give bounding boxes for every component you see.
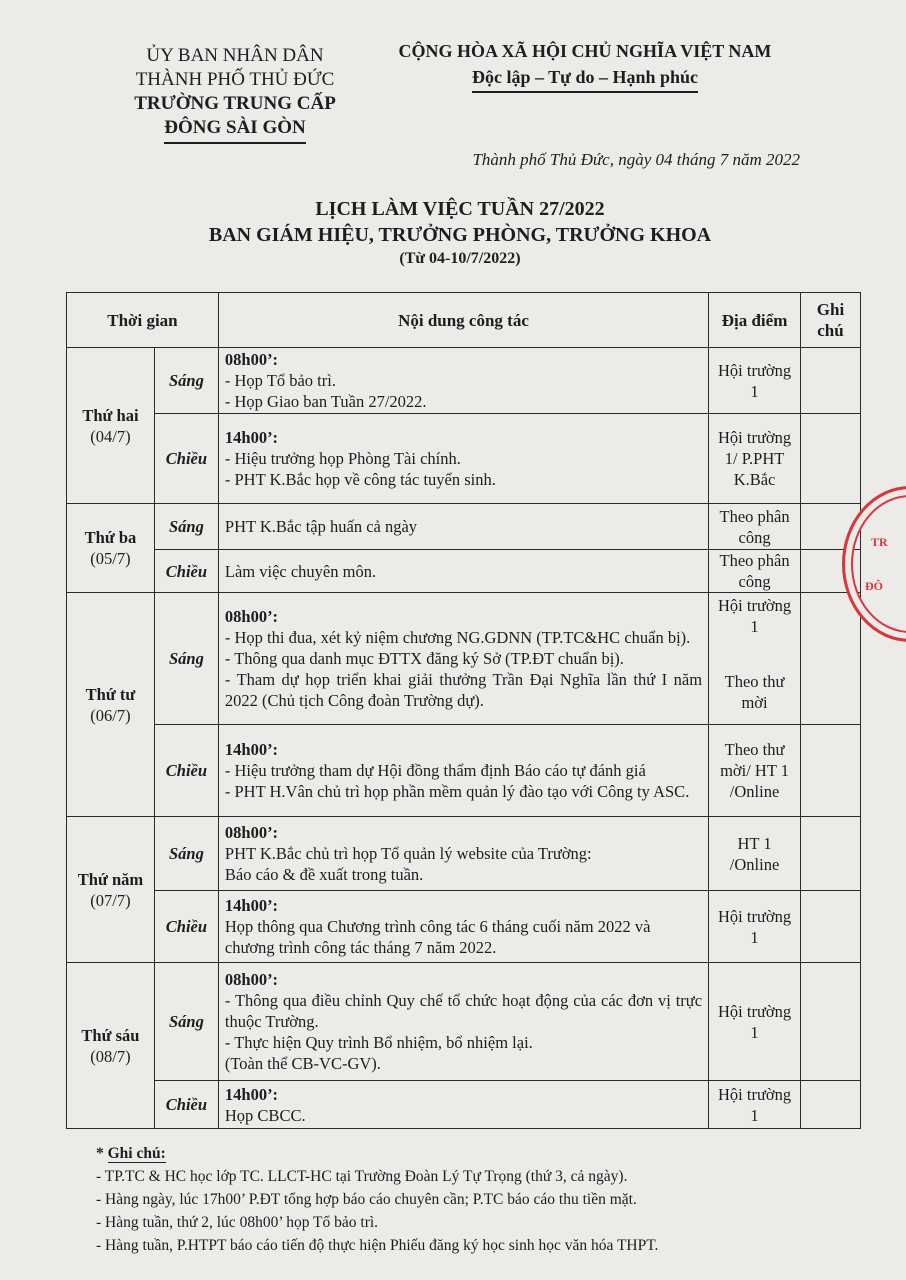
content-line: - Thông qua điều chỉnh Quy chế tổ chức hoạt động của các đơn vị trực thuộc Trường. [224, 991, 703, 1031]
content-line: - PHT H.Vân chủ trì họp phần mềm quản lý đào tạo với Công ty ASC. [224, 782, 690, 801]
session-content [218, 504, 708, 550]
seal-text-2: ĐÔ [865, 579, 883, 593]
header-location: Địa điểm [709, 293, 801, 348]
day-date: (06/7) [90, 705, 131, 725]
table-row [67, 504, 861, 550]
day-cell [67, 963, 155, 1129]
document-title [100, 196, 820, 270]
session-time: 14h00’: [224, 428, 279, 447]
issuer-line-3: TRƯỜNG TRUNG CẤP [134, 93, 336, 114]
location-primary: Hội trường 1 [717, 596, 792, 636]
session-content [218, 963, 708, 1081]
day-date: (08/7) [90, 1046, 131, 1066]
notes-title-text: Ghi chú: [107, 1145, 166, 1162]
content-line: - Thông qua danh mục ĐTTX đăng ký Sở (TP.ĐT chuẩn bị). [224, 649, 624, 668]
note-item: - Hàng tuần, thứ 2, lúc 08h00’ họp Tổ bảo trì. [96, 1214, 379, 1231]
content-line: - Hiệu trưởng họp Phòng Tài chính. [224, 449, 461, 468]
content-line: - Thực hiện Quy trình Bổ nhiệm, bổ nhiệm lại. [224, 1033, 533, 1052]
table-row [67, 414, 861, 504]
note-cell [801, 414, 861, 504]
note-cell [801, 891, 861, 963]
motto-line-1: CỘNG HÒA XÃ HỘI CHỦ NGHĨA VIỆT NAM [398, 41, 772, 61]
day-cell [67, 817, 155, 963]
issuer-line-1: ỦY BAN NHÂN DÂN [146, 45, 324, 66]
content-line: - Hiệu trưởng tham dự Hội đồng thẩm định Báo cáo tự đánh giá [224, 761, 646, 780]
session-label: Chiều [154, 550, 218, 593]
table-row [67, 891, 861, 963]
table-row [67, 817, 861, 891]
note-cell [801, 348, 861, 414]
header-note: Ghi chú [801, 293, 861, 348]
session-location: Hội trường 1 [709, 963, 801, 1081]
note-cell [801, 725, 861, 817]
note-item: - Hàng ngày, lúc 17h00’ P.ĐT tổng hợp báo cáo chuyên cần; P.TC báo cáo thu tiền mặt. [96, 1191, 637, 1208]
session-content [218, 414, 708, 504]
session-time: 14h00’: [224, 740, 279, 759]
session-label: Sáng [154, 504, 218, 550]
day-name: Thứ năm [77, 869, 144, 889]
content-line: - Tham dự họp triển khai giải thưởng Trần Đại Nghĩa lần thứ I năm 2022 (Chủ tịch Công đoàn Trường dự). [224, 670, 703, 710]
motto-line-2: Độc lập – Tự do – Hạnh phúc [472, 64, 698, 93]
session-label: Chiều [154, 725, 218, 817]
day-cell [67, 348, 155, 504]
table-row [67, 593, 861, 725]
session-content [218, 891, 708, 963]
notes-title: * Ghi chú: [96, 1145, 166, 1162]
content-line: Họp CBCC. [224, 1105, 306, 1125]
session-location: Theo thư mời/ HT 1 /Online [709, 725, 801, 817]
table-header-row [67, 293, 861, 348]
session-content [218, 348, 708, 414]
location-secondary: Theo thư mời [724, 672, 785, 712]
session-time: 08h00’: [224, 350, 279, 369]
session-location: Theo phân công [709, 550, 801, 593]
session-label: Sáng [154, 593, 218, 725]
issuer-block [120, 44, 350, 144]
session-label: Chiều [154, 414, 218, 504]
schedule-table [66, 292, 861, 1129]
session-content [218, 725, 708, 817]
note-item: - Hàng tuần, P.HTPT báo cáo tiến độ thực hiện Phiếu đăng ký học sinh học văn hóa THPT. [96, 1237, 659, 1254]
table-row [67, 1081, 861, 1129]
session-label: Chiều [154, 1081, 218, 1129]
session-location: HT 1 /Online [709, 817, 801, 891]
content-line: - Họp Giao ban Tuần 27/2022. [224, 392, 427, 411]
session-time: 08h00’: [224, 823, 279, 842]
session-location: Hội trường 1 [709, 348, 801, 414]
session-location [709, 593, 801, 725]
title-line-3: (Từ 04-10/7/2022) [399, 250, 521, 267]
content-line: Họp thông qua Chương trình công tác 6 tháng cuối năm 2022 và chương trình công tác tháng 7 năm 2022. [224, 917, 651, 957]
issuer-line-2: THÀNH PHỐ THỦ ĐỨC [135, 69, 335, 90]
content-line: - Họp thi đua, xét kỷ niệm chương NG.GDNN (TP.TC&HC chuẩn bị). [224, 628, 691, 647]
content-line: - PHT K.Bắc họp về công tác tuyển sinh. [224, 470, 496, 489]
session-time: 08h00’: [224, 970, 279, 989]
session-location: Hội trường 1/ P.PHT K.Bắc [709, 414, 801, 504]
session-time: 14h00’: [224, 1084, 279, 1104]
title-line-2: BAN GIÁM HIỆU, TRƯỞNG PHÒNG, TRƯỞNG KHOA [208, 224, 712, 246]
day-date: (05/7) [90, 549, 131, 568]
title-line-1: LỊCH LÀM VIỆC TUẦN 27/2022 [315, 198, 605, 220]
note-item: - TP.TC & HC học lớp TC. LLCT-HC tại Trường Đoàn Lý Tự Trọng (thứ 3, cả ngày). [96, 1168, 628, 1185]
note-cell [801, 1081, 861, 1129]
day-name: Thứ ba [84, 528, 137, 547]
seal-text-1: TR [871, 535, 888, 549]
session-location: Hội trường 1 [709, 891, 801, 963]
note-cell [801, 817, 861, 891]
date-line: Thành phố Thủ Đức, ngày 04 tháng 7 năm 2022 [472, 150, 800, 169]
notes-section [96, 1142, 856, 1257]
note-cell [801, 593, 861, 725]
session-content [218, 593, 708, 725]
session-content [218, 1081, 708, 1129]
day-name: Thứ hai [82, 405, 139, 425]
session-content [218, 817, 708, 891]
session-content [218, 550, 708, 593]
session-location: Theo phân công [709, 504, 801, 550]
day-date: (07/7) [90, 890, 131, 910]
content-line: Làm việc chuyên môn. [224, 561, 377, 581]
table-row [67, 725, 861, 817]
table-row [67, 963, 861, 1081]
session-time: 14h00’: [224, 896, 279, 915]
content-line: PHT K.Bắc tập huấn cả ngày [224, 517, 418, 536]
day-cell [67, 504, 155, 593]
header-time: Thời gian [67, 293, 219, 348]
session-location: Hội trường 1 [709, 1081, 801, 1129]
content-line: - Họp Tổ bảo trì. [224, 371, 336, 390]
day-cell [67, 593, 155, 817]
content-line: Báo cáo & đề xuất trong tuần. [224, 865, 424, 884]
content-line: (Toàn thể CB-VC-GV). [224, 1054, 381, 1073]
session-label: Sáng [154, 963, 218, 1081]
table-row [67, 348, 861, 414]
session-time: 08h00’: [224, 607, 279, 626]
day-date: (04/7) [90, 426, 131, 446]
table-row [67, 550, 861, 593]
session-label: Sáng [154, 817, 218, 891]
note-cell [801, 963, 861, 1081]
header-content: Nội dung công tác [218, 293, 708, 348]
session-label: Sáng [154, 348, 218, 414]
content-line: PHT K.Bắc chủ trì họp Tổ quản lý website của Trường: [224, 844, 592, 863]
national-motto-block [385, 38, 785, 93]
day-name: Thứ tư [85, 684, 136, 704]
day-name: Thứ sáu [81, 1025, 140, 1045]
issuer-line-4: ĐÔNG SÀI GÒN [164, 116, 305, 144]
session-label: Chiều [154, 891, 218, 963]
